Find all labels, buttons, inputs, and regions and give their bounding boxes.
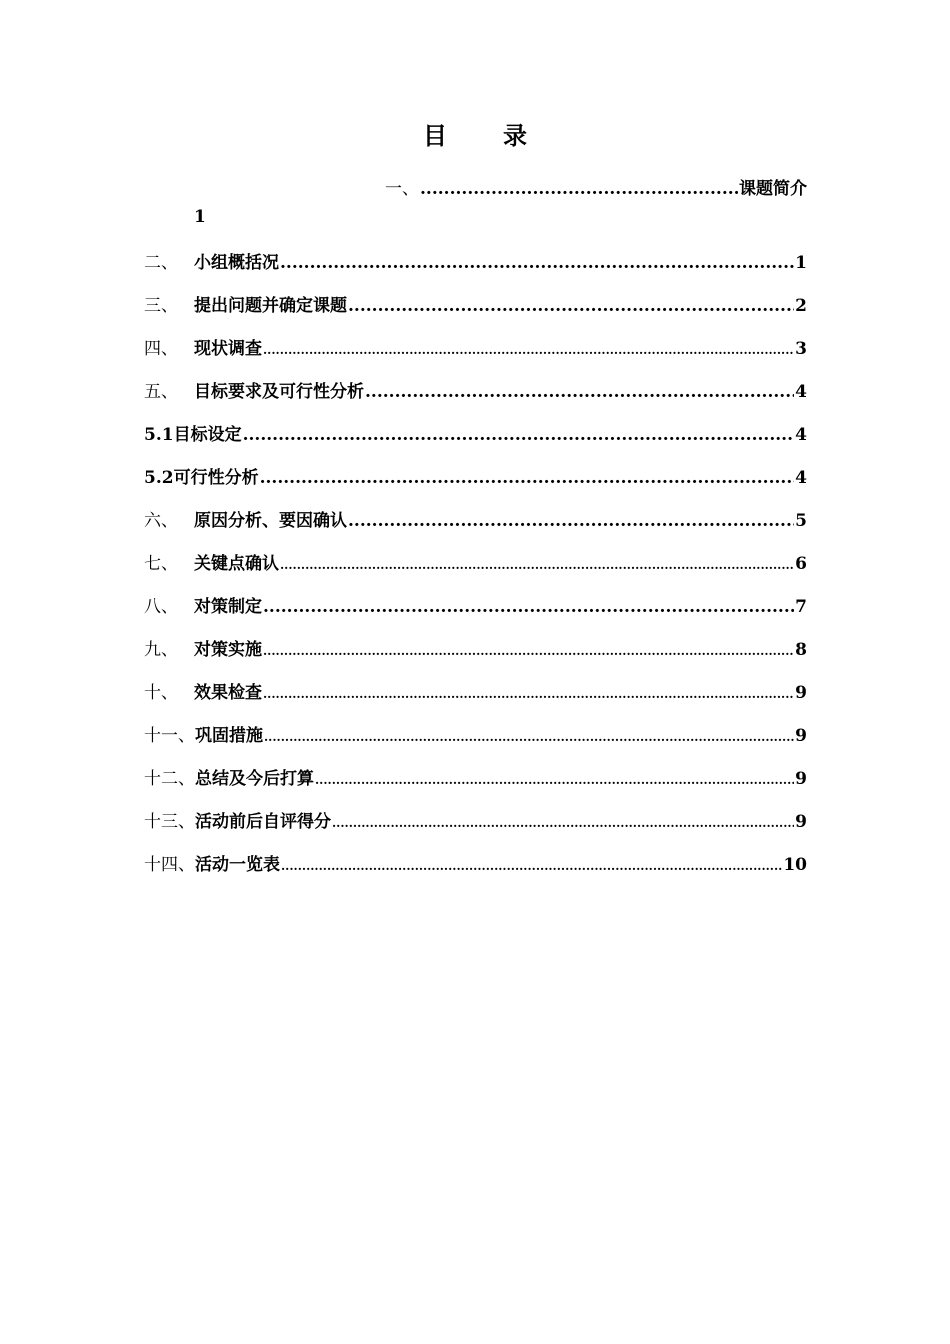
toc-entry-label: 关键点确认	[194, 554, 279, 574]
toc-entry-page: 1	[795, 253, 807, 273]
toc-entry-13[interactable]	[144, 807, 807, 850]
toc-entry-14[interactable]	[144, 850, 807, 893]
toc-dot-leader	[348, 296, 794, 316]
toc-entry-page: 9	[795, 769, 807, 789]
toc-entry-label: 对策制定	[194, 597, 262, 617]
toc-entry-10[interactable]	[144, 678, 807, 721]
toc-entry-7[interactable]	[144, 549, 807, 592]
toc-entry-3[interactable]	[144, 291, 807, 334]
toc-dot-leader	[281, 859, 782, 873]
toc-entry-label: 巩固措施	[195, 726, 263, 746]
toc-entry-page: 4	[795, 425, 807, 445]
toc-entry-number: 九、	[144, 640, 178, 660]
toc-entry-number: 十四、	[144, 855, 195, 875]
toc-entry-5-2[interactable]	[144, 463, 807, 506]
toc-entry-number: 七、	[144, 554, 178, 574]
toc-dot-leader	[348, 511, 794, 531]
toc-entry-label: 目标设定	[173, 425, 242, 445]
toc-entry-page: 9	[795, 812, 807, 832]
toc-entry-label: 总结及今后打算	[195, 769, 314, 789]
toc-entry-page: 8	[795, 640, 807, 660]
toc-entry-number: 四、	[144, 339, 178, 359]
toc-dot-leader	[264, 730, 794, 744]
toc-dot-leader	[420, 179, 738, 199]
toc-entry-number: 八、	[144, 597, 178, 617]
toc-entry-number: 十、	[144, 683, 178, 703]
toc-entry-number: 三、	[144, 296, 178, 316]
toc-entry-page: 5	[795, 511, 807, 531]
toc-entry-1-page: 1	[194, 207, 206, 227]
toc-entry-page: 3	[795, 339, 807, 359]
toc-entry-number: 一、	[385, 179, 419, 199]
toc-entry-9[interactable]	[144, 635, 807, 678]
toc-dot-leader	[365, 382, 794, 402]
toc-entry-number: 5.2	[144, 468, 174, 488]
toc-entry-number: 六、	[144, 511, 178, 531]
toc-entry-number: 十一、	[144, 726, 195, 746]
toc-dot-leader	[280, 558, 794, 572]
toc-entry-4[interactable]	[144, 334, 807, 377]
toc-entry-1[interactable]	[385, 174, 807, 199]
toc-title-left: 目	[423, 121, 447, 150]
toc-entry-page: 2	[795, 296, 807, 316]
toc-entry-page: 9	[795, 683, 807, 703]
toc-entry-2[interactable]	[144, 248, 807, 291]
toc-entry-8[interactable]	[144, 592, 807, 635]
toc-entry-number: 五、	[144, 382, 178, 402]
toc-entry-page: 4	[795, 468, 807, 488]
toc-entry-number: 二、	[144, 253, 178, 273]
toc-entry-5[interactable]	[144, 377, 807, 420]
toc-list	[144, 248, 807, 893]
toc-entry-label: 对策实施	[194, 640, 262, 660]
toc-entry-page: 4	[795, 382, 807, 402]
toc-entry-label: 小组概括况	[194, 253, 279, 273]
toc-entry-11[interactable]	[144, 721, 807, 764]
toc-dot-leader	[315, 773, 794, 787]
toc-dot-leader	[263, 597, 794, 617]
toc-entry-page: 6	[795, 554, 807, 574]
toc-dot-leader	[260, 468, 795, 488]
toc-dot-leader	[243, 425, 795, 445]
toc-dot-leader	[263, 644, 794, 658]
toc-entry-number: 5.1	[144, 425, 174, 445]
toc-entry-label: 原因分析、要因确认	[194, 511, 347, 531]
toc-entry-label: 活动前后自评得分	[195, 812, 331, 832]
toc-entry-label: 目标要求及可行性分析	[194, 382, 364, 402]
toc-entry-label: 提出问题并确定课题	[194, 296, 347, 316]
toc-entry-6[interactable]	[144, 506, 807, 549]
toc-entry-label: 效果检查	[194, 683, 262, 703]
toc-entry-label: 活动一览表	[195, 855, 280, 875]
toc-entry-page: 7	[795, 597, 807, 617]
toc-entry-number: 十三、	[144, 812, 195, 832]
toc-entry-number: 十二、	[144, 769, 195, 789]
toc-dot-leader	[263, 343, 794, 357]
toc-title-right: 录	[503, 121, 527, 150]
toc-entry-5-1[interactable]	[144, 420, 807, 463]
toc-entry-12[interactable]	[144, 764, 807, 807]
toc-dot-leader	[332, 816, 794, 830]
toc-dot-leader	[280, 253, 794, 273]
toc-entry-label: 现状调查	[194, 339, 262, 359]
toc-entry-label: 课题简介	[739, 179, 807, 199]
toc-entry-page: 10	[783, 855, 807, 875]
toc-entry-page: 9	[795, 726, 807, 746]
toc-dot-leader	[263, 687, 794, 701]
toc-title	[0, 116, 950, 151]
toc-entry-label: 可行性分析	[173, 468, 259, 488]
